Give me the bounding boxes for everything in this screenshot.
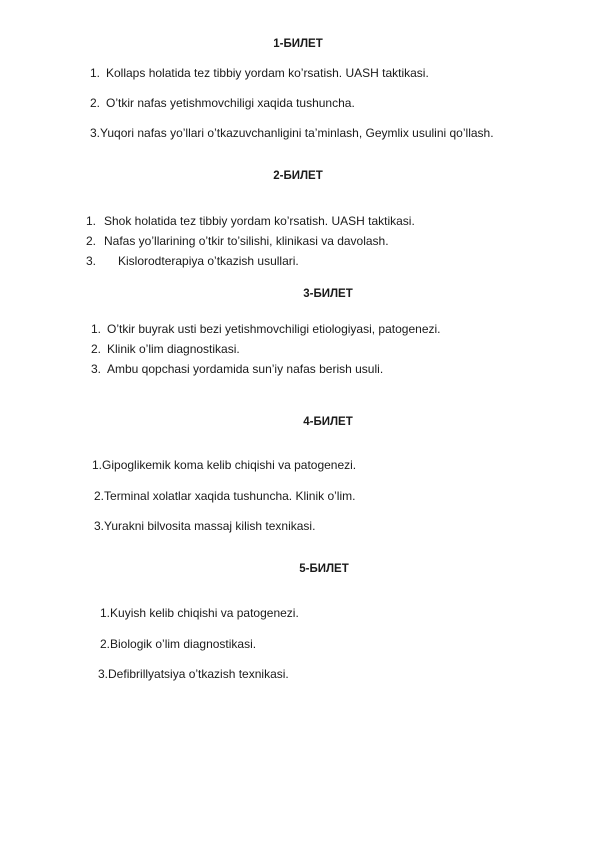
question-number: 2. [90,96,101,110]
ticket-3-question-2 [91,342,240,356]
question-text: Terminal xolatlar xaqida tushuncha. Klinik o’lim. [104,489,356,503]
question-text: O’tkir buyrak usti bezi yetishmovchiligi etiologiyasi, patogenezi. [107,322,441,336]
ticket-2-question-3 [86,254,299,268]
question-text: Gipoglikemik koma kelib chiqishi va patogenezi. [102,458,357,472]
question-text: Ambu qopchasi yordamida sun’iy nafas berish usuli. [107,362,384,376]
ticket-5-question-1 [100,606,299,620]
question-number: 2. [86,234,97,248]
ticket-1-question-3 [90,126,494,140]
ticket-4-question-2 [94,489,355,503]
question-number: 2. [100,637,111,651]
question-number: 3. [98,667,109,681]
question-text: O’tkir nafas yetishmovchiligi xaqida tushuncha. [106,96,355,110]
ticket-1-title: 1-БИЛЕТ [273,38,323,50]
ticket-5-question-2 [100,637,256,651]
ticket-3-question-3 [91,362,383,376]
question-text: Kuyish kelib chiqishi va patogenezi. [110,606,299,620]
question-number: 1. [90,66,101,80]
question-text: Biologik o’lim diagnostikasi. [110,637,257,651]
question-number: 3. [90,126,101,140]
question-number: 1. [86,214,97,228]
question-text: Defibrillyatsiya o’tkazish texnikasi. [108,667,289,681]
ticket-1-question-2 [90,96,355,110]
question-text: Kislorodterapiya o’tkazish usullari. [118,254,299,268]
question-number: 3. [94,519,105,533]
question-text: Shok holatida tez tibbiy yordam ko’rsatish. UASH taktikasi. [104,214,415,228]
question-number: 3. [91,362,102,376]
question-text: Klinik o’lim diagnostikasi. [107,342,240,356]
ticket-2-question-1 [86,214,415,228]
question-number: 3. [86,254,97,268]
ticket-3-title: 3-БИЛЕТ [303,288,353,300]
question-number: 2. [91,342,102,356]
ticket-1-question-1 [90,66,429,80]
question-text: Nafas yo’llarining o’tkir to’silishi, klinikasi va davolash. [104,234,389,248]
ticket-4-question-1 [92,458,356,472]
ticket-2-title: 2-БИЛЕТ [273,170,323,182]
question-number: 1. [92,458,103,472]
question-text: Yurakni bilvosita massaj kilish texnikasi. [104,519,316,533]
ticket-4-title: 4-БИЛЕТ [303,416,353,428]
question-number: 1. [91,322,102,336]
ticket-5-question-3 [98,667,289,681]
ticket-3-question-1 [91,322,441,336]
question-number: 1. [100,606,111,620]
question-text: Yuqori nafas yo’llari o’tkazuvchanligini ta’minlash, Geymlix usulini qo’llash. [100,126,494,140]
ticket-4-question-3 [94,519,315,533]
ticket-5-title: 5-БИЛЕТ [299,563,349,575]
ticket-2-question-2 [86,234,389,248]
question-number: 2. [94,489,105,503]
question-text: Kollaps holatida tez tibbiy yordam ko’rsatish. UASH taktikasi. [106,66,429,80]
